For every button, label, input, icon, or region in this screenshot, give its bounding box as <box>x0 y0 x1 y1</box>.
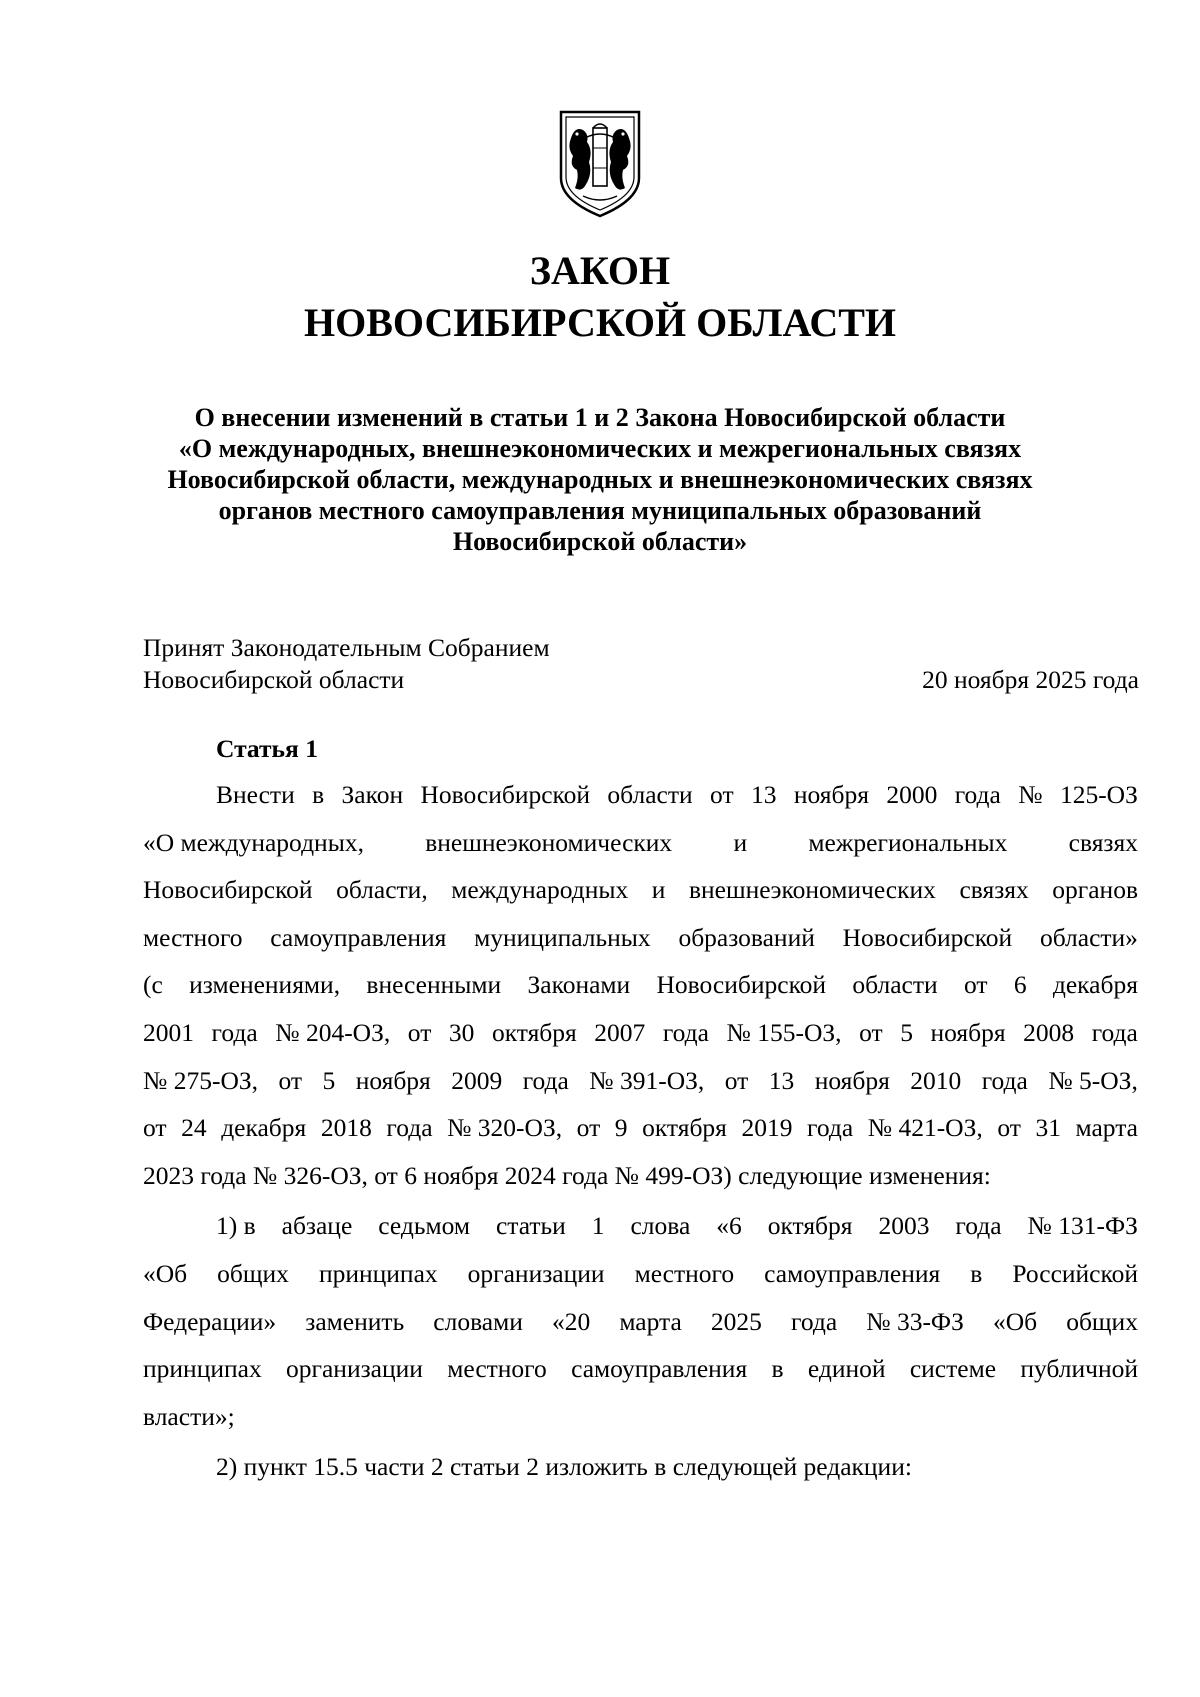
word: связях <box>1068 827 1138 857</box>
word: 31 <box>1035 1113 1061 1143</box>
word: года <box>981 1065 1028 1095</box>
word: внесенными <box>366 970 502 1000</box>
word: от <box>576 1113 601 1143</box>
word: Новосибирской <box>143 875 313 905</box>
word: самоуправления <box>270 922 447 952</box>
body-line <box>143 819 1138 867</box>
word: Новосибирской <box>656 970 827 1000</box>
word: года <box>807 1113 854 1143</box>
word: Внести <box>216 780 295 809</box>
word: области <box>607 780 693 809</box>
word: 5 <box>322 1065 336 1095</box>
word: «Об <box>992 1306 1038 1336</box>
word: 2000 <box>886 780 938 809</box>
adoption-date: 20 ноября 2025 года <box>922 665 1139 694</box>
body-line <box>143 1057 1138 1105</box>
word: ноября <box>814 1065 890 1095</box>
word: организации <box>467 1258 605 1288</box>
word: внешнеэкономических <box>688 875 936 905</box>
law-title <box>0 245 1200 349</box>
body-line <box>143 771 1138 819</box>
body-line <box>143 1345 1138 1393</box>
word: № 155-ОЗ, <box>726 1017 842 1047</box>
word: «Об <box>143 1258 188 1288</box>
word: года <box>522 1065 569 1095</box>
word: года <box>386 1113 433 1143</box>
word: Российской <box>1012 1258 1138 1288</box>
word: организации <box>286 1354 423 1384</box>
word: 2019 <box>741 1113 793 1143</box>
word: октября <box>642 1113 727 1143</box>
word: № 5-ОЗ, <box>1048 1065 1138 1095</box>
word: единой <box>807 1354 886 1384</box>
subtitle-line: органов местного самоуправления муниципальных образований <box>218 496 982 525</box>
word: межрегиональных <box>808 827 1008 857</box>
word: октября <box>767 1211 853 1241</box>
word: марта <box>1075 1113 1138 1143</box>
word: 13 <box>768 1065 795 1095</box>
word: от <box>407 1017 432 1047</box>
subtitle-line: «О международных, внешнеэкономических и межрегиональных связях <box>178 434 1022 463</box>
word: седьмом <box>378 1211 470 1241</box>
word: от <box>724 1065 749 1095</box>
word: абзаце <box>281 1211 353 1241</box>
word: местного <box>143 922 243 952</box>
word: в <box>312 780 325 809</box>
word: (с <box>143 970 163 1000</box>
law-title-line2: НОВОСИБИРСКОЙ ОБЛАСТИ <box>303 300 897 345</box>
word: Новосибирской <box>842 922 1013 952</box>
word: декабря <box>1052 970 1138 1000</box>
word: от <box>997 1113 1021 1143</box>
word: года <box>955 1211 1002 1241</box>
adopted-by-line1: Принят Законодательным Собранием <box>143 633 550 662</box>
word: ноября <box>930 1017 1006 1047</box>
body-line <box>143 961 1138 1009</box>
word: в <box>970 1258 983 1288</box>
word: 2025 <box>710 1306 762 1336</box>
word: № 320-ОЗ, <box>447 1113 563 1143</box>
word: словами <box>433 1306 523 1336</box>
word: органов <box>1052 875 1138 905</box>
word: года <box>1091 1017 1138 1047</box>
word: ноября <box>793 780 869 809</box>
word: системе <box>909 1354 997 1384</box>
word: местного <box>634 1258 735 1288</box>
word: изменениями, <box>189 970 341 1000</box>
word: самоуправления <box>764 1258 941 1288</box>
body-line <box>143 1009 1138 1057</box>
body-line <box>143 1104 1138 1152</box>
word: внешнеэкономических <box>425 827 673 857</box>
word: № 33-ФЗ <box>866 1306 964 1336</box>
word: области» <box>1039 922 1138 952</box>
word: образований <box>678 922 815 952</box>
word: статьи <box>495 1211 566 1241</box>
article-1-heading: Статья 1 <box>216 734 318 763</box>
adopted-by-line2: Новосибирской области <box>143 665 405 694</box>
word: области <box>852 970 938 1000</box>
law-title-line1: ЗАКОН <box>529 248 671 293</box>
word: 2001 <box>143 1017 194 1047</box>
word: 6 <box>1013 970 1027 1000</box>
word: общих <box>217 1258 289 1288</box>
word: муниципальных <box>474 922 651 952</box>
word: 2010 <box>910 1065 962 1095</box>
subtitle-line: Новосибирской области» <box>452 527 748 556</box>
word: № 204-ОЗ, <box>275 1017 391 1047</box>
word: от <box>710 780 734 809</box>
article-1-item-1 <box>143 1202 1138 1392</box>
word: самоуправления <box>571 1354 748 1384</box>
word: 5 <box>900 1017 913 1047</box>
body-line: 2023 года № 326-ОЗ, от 6 ноября 2024 года № 499-ОЗ) следующие изменения: <box>143 1160 991 1190</box>
word: области, <box>336 875 428 905</box>
word: № 391-ОЗ, <box>589 1065 705 1095</box>
word: от <box>859 1017 883 1047</box>
word: международных <box>451 875 629 905</box>
body-line <box>143 866 1138 914</box>
adoption-block <box>143 632 1139 696</box>
word: от <box>278 1065 303 1095</box>
word: 1 <box>591 1211 605 1241</box>
word: «20 <box>552 1306 591 1336</box>
word: принципах <box>318 1258 438 1288</box>
word: марта <box>619 1306 682 1336</box>
word: слова <box>630 1211 691 1241</box>
coat-of-arms-icon <box>555 108 645 220</box>
article-1-item-2: 2) пункт 15.5 части 2 статьи 2 изложить в следующей редакции: <box>216 1452 912 1482</box>
law-subtitle <box>0 402 1200 557</box>
word: 1) в <box>216 1211 256 1241</box>
word: 2018 <box>320 1113 372 1143</box>
word: общих <box>1066 1306 1138 1336</box>
body-line: власти»; <box>143 1401 235 1431</box>
word: ноября <box>355 1065 431 1095</box>
word: 13 <box>750 780 777 809</box>
word: 2003 <box>878 1211 930 1241</box>
word: и <box>651 875 666 905</box>
word: от <box>143 1113 167 1143</box>
word: заменить <box>305 1306 405 1336</box>
word: 125-ОЗ <box>1059 780 1138 809</box>
word: и <box>733 827 748 857</box>
word: № 275-ОЗ, <box>143 1065 259 1095</box>
word: принципах <box>143 1354 262 1384</box>
word: года <box>791 1306 838 1336</box>
word: декабря <box>221 1113 307 1143</box>
word: 2008 <box>1023 1017 1075 1047</box>
word: Федерации» <box>143 1306 277 1336</box>
word: Законами <box>527 970 631 1000</box>
word: 9 <box>614 1113 628 1143</box>
body-line <box>143 1250 1138 1298</box>
word: № <box>1018 780 1043 809</box>
word: связях <box>959 875 1029 905</box>
word: Закон <box>341 780 404 809</box>
word: в <box>771 1354 784 1384</box>
word: «О международных, <box>143 827 364 857</box>
word: 2009 <box>451 1065 503 1095</box>
word: местного <box>447 1354 547 1384</box>
word: года <box>954 780 1001 809</box>
word: 24 <box>181 1113 207 1143</box>
word: года <box>662 1017 709 1047</box>
body-line <box>143 1298 1138 1346</box>
subtitle-line: О внесении изменений в статьи 1 и 2 Закона Новосибирской области <box>194 403 1006 432</box>
body-line <box>143 1202 1138 1250</box>
word: от <box>963 970 988 1000</box>
subtitle-line: Новосибирской области, международных и внешнеэкономических связях <box>167 465 1033 494</box>
word: «6 <box>716 1211 742 1241</box>
word: № 131-ФЗ <box>1027 1211 1138 1241</box>
word: Новосибирской <box>420 780 591 809</box>
word: 30 <box>448 1017 475 1047</box>
article-1-intro-paragraph <box>143 771 1138 1152</box>
article-1-body <box>143 771 1138 1491</box>
body-line <box>143 914 1138 962</box>
word: года <box>211 1017 258 1047</box>
word: 2007 <box>594 1017 646 1047</box>
word: № 421-ОЗ, <box>867 1113 983 1143</box>
word: октября <box>491 1017 577 1047</box>
word: публичной <box>1020 1354 1138 1384</box>
